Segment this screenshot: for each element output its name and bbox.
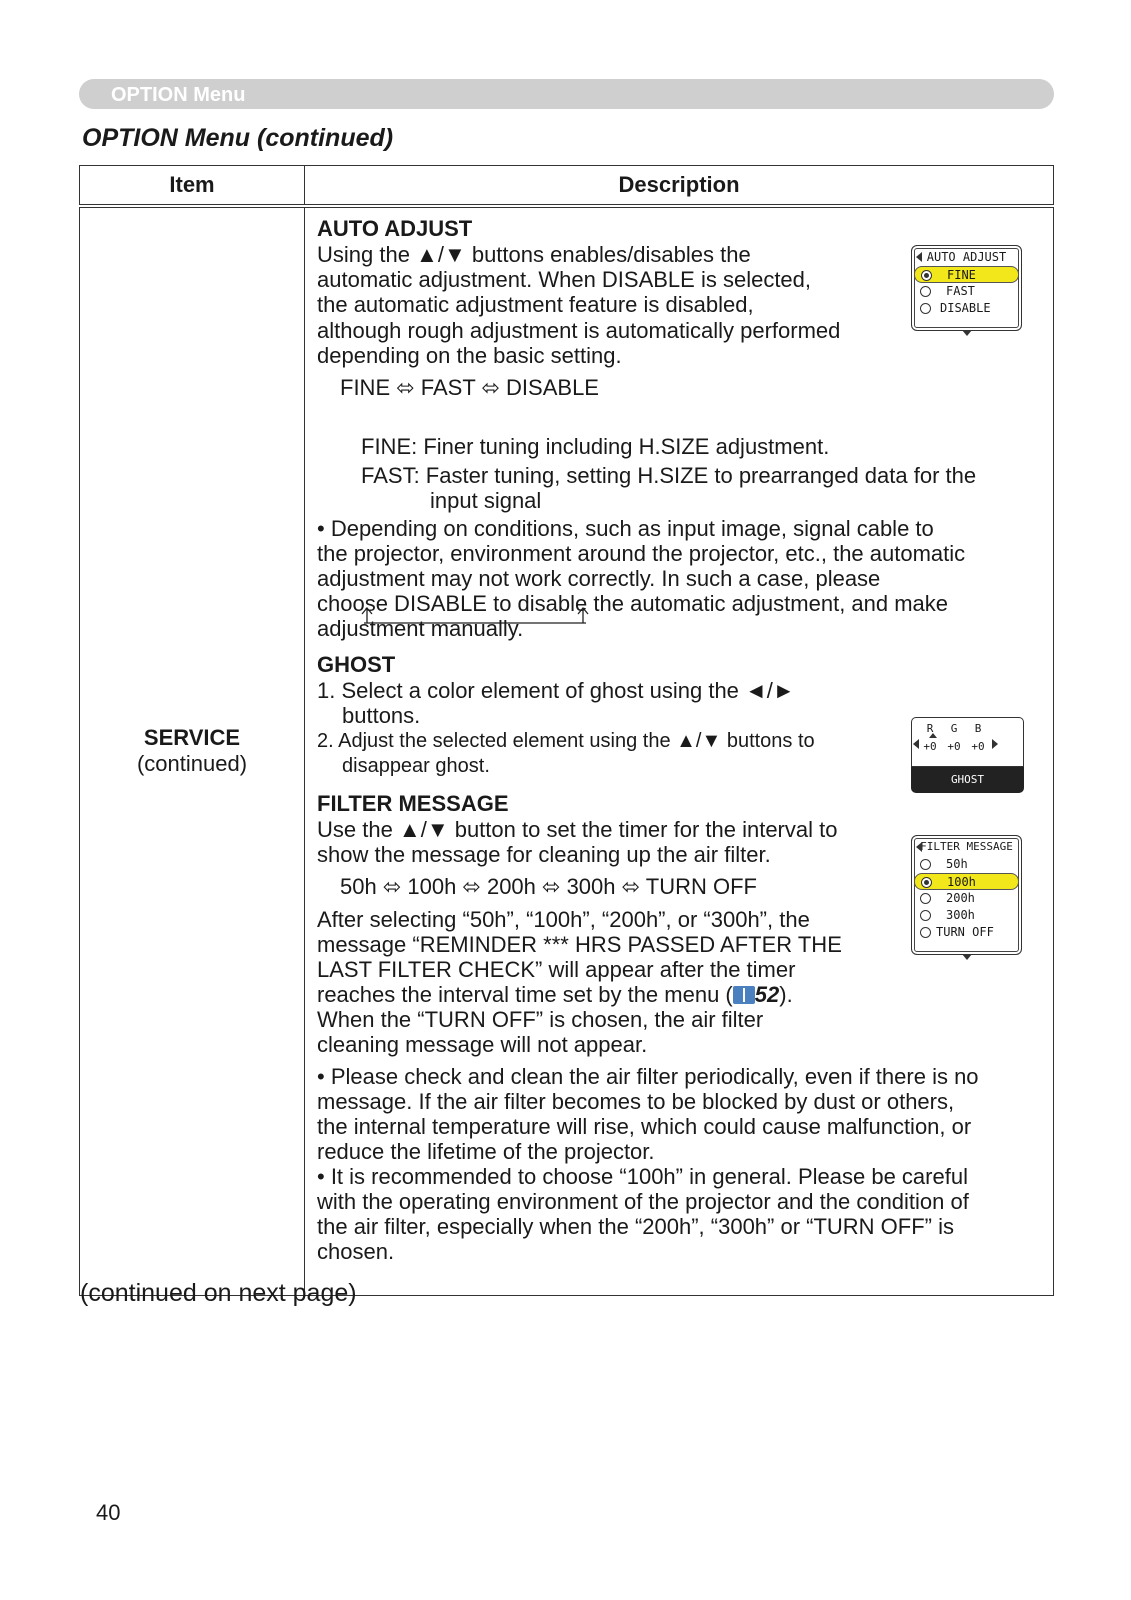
auto-adjust-heading: AUTO ADJUST: [317, 215, 473, 241]
item-cell: [80, 206, 305, 1296]
ghost-step: buttons.: [342, 702, 421, 728]
filter-after-line: message “REMINDER *** HRS PASSED AFTER THE: [317, 931, 842, 957]
header-item: Item: [80, 166, 305, 206]
filter-line: show the message for cleaning up the air filter.: [317, 841, 771, 867]
auto-adjust-line: automatic adjustment. When DISABLE is selected,: [317, 266, 812, 292]
radio-icon: [920, 859, 931, 870]
item-name: SERVICE: [143, 725, 241, 751]
arrow-right-icon: [992, 739, 998, 749]
auto-adjust-line: the automatic adjustment feature is disabled,: [317, 291, 754, 317]
page-number: 40: [96, 1500, 121, 1525]
continued-note: (continued on next page): [80, 1279, 357, 1307]
page-title: OPTION Menu (continued): [82, 124, 394, 152]
radio-icon: [920, 927, 931, 938]
ghost-step: disappear ghost.: [342, 754, 490, 777]
auto-adjust-line: Using the ▲/▼ buttons enables/disables the: [317, 241, 751, 267]
radio-icon: [920, 303, 931, 314]
osd-option-disable: DISABLE: [914, 300, 1019, 317]
auto-adjust-cycle: FINE ⬄ FAST ⬄ DISABLE: [340, 374, 599, 400]
filter-heading: FILTER MESSAGE: [317, 790, 509, 816]
filter-after-line: LAST FILTER CHECK” will appear after the timer: [317, 956, 796, 982]
filter-note: the air filter, especially when the “200h”, “300h” or “TURN OFF” is: [317, 1213, 955, 1239]
filter-note: with the operating environment of the projector and the condition of: [317, 1188, 969, 1214]
auto-adjust-note: choose DISABLE to disable the automatic adjustment, and make: [317, 590, 949, 616]
auto-adjust-note: the projector, environment around the projector, etc., the automatic: [317, 540, 966, 566]
osd-title: AUTO ADJUST: [914, 248, 1019, 266]
ghost-heading: GHOST: [317, 651, 396, 677]
osd-option-turn-off: TURN OFF: [914, 924, 1019, 941]
auto-adjust-line: depending on the basic setting.: [317, 342, 622, 368]
ghost-value-g: +0: [947, 739, 961, 753]
table-row: [80, 206, 1054, 1296]
scroll-down-icon: [962, 330, 972, 336]
radio-icon: [920, 893, 931, 904]
osd-option-100h: 100h: [914, 873, 1019, 890]
arrow-up-icon: [929, 733, 937, 738]
osd-option-200h: 200h: [914, 890, 1019, 907]
radio-icon: [920, 286, 931, 297]
ghost-label-r: R: [926, 721, 934, 735]
radio-selected-icon: [921, 270, 932, 281]
item-note: (continued): [136, 751, 248, 777]
radio-selected-icon: [921, 877, 932, 888]
ghost-label-g: G: [950, 721, 958, 735]
fast-description: FAST: Faster tuning, setting H.SIZE to prearranged data for the: [361, 462, 977, 488]
ghost-value-r: +0: [923, 739, 937, 753]
header-description: Description: [305, 166, 1054, 206]
ghost-osd: [911, 717, 1024, 795]
ghost-step: 1. Select a color element of ghost using the ◄/►: [317, 677, 795, 703]
ghost-label-b: B: [974, 721, 982, 735]
filter-turnoff-line: When the “TURN OFF” is chosen, the air filter: [317, 1006, 764, 1032]
fine-description: FINE: Finer tuning including H.SIZE adjustment.: [361, 433, 830, 459]
filter-note: reduce the lifetime of the projector.: [317, 1138, 655, 1164]
filter-note: chosen.: [317, 1238, 395, 1264]
osd-option-300h: 300h: [914, 907, 1019, 924]
radio-icon: [920, 910, 931, 921]
auto-adjust-line: although rough adjustment is automatically performed: [317, 317, 841, 343]
page-reference-link[interactable]: 52: [754, 981, 780, 1007]
filter-cycle: 50h ⬄ 100h ⬄ 200h ⬄ 300h ⬄ TURN OFF: [340, 873, 757, 899]
osd-option-fine: FINE: [914, 266, 1019, 283]
section-label: OPTION Menu: [111, 84, 246, 106]
filter-turnoff-line: cleaning message will not appear.: [317, 1031, 648, 1057]
fast-description-cont: input signal: [430, 487, 542, 513]
filter-reaches-line: reaches the interval time set by the menu ( 52).: [317, 981, 793, 1007]
osd-option-50h: 50h: [914, 856, 1019, 873]
ghost-step: 2. Adjust the selected element using the ▲/▼ buttons to: [317, 729, 815, 752]
ghost-value-b: +0: [971, 739, 985, 753]
osd-title: FILTER MESSAGE: [914, 838, 1019, 856]
scroll-down-icon: [962, 954, 972, 960]
option-table: [79, 165, 1054, 1296]
ghost-osd-title: GHOST: [911, 767, 1024, 793]
filter-message-osd: [911, 835, 1022, 955]
auto-adjust-osd: [911, 245, 1022, 331]
filter-after-line: After selecting “50h”, “100h”, “200h”, or “300h”, the: [317, 906, 810, 932]
description-cell: [305, 206, 1054, 1296]
filter-note: message. If the air filter becomes to be blocked by dust or others,: [317, 1088, 955, 1114]
osd-option-fast: FAST: [914, 283, 1019, 300]
auto-adjust-note: adjustment manually.: [317, 615, 524, 641]
filter-note: the internal temperature will rise, which could cause malfunction, or: [317, 1113, 972, 1139]
section-header-bar: [79, 79, 1054, 109]
filter-note: • It is recommended to choose “100h” in general. Please be careful: [317, 1163, 968, 1189]
auto-adjust-note: adjustment may not work correctly. In such a case, please: [317, 565, 881, 591]
filter-note: • Please check and clean the air filter periodically, even if there is no: [317, 1063, 979, 1089]
book-icon: [733, 986, 755, 1004]
auto-adjust-note: • Depending on conditions, such as input image, signal cable to: [317, 515, 934, 541]
filter-line: Use the ▲/▼ button to set the timer for the interval to: [317, 816, 838, 842]
